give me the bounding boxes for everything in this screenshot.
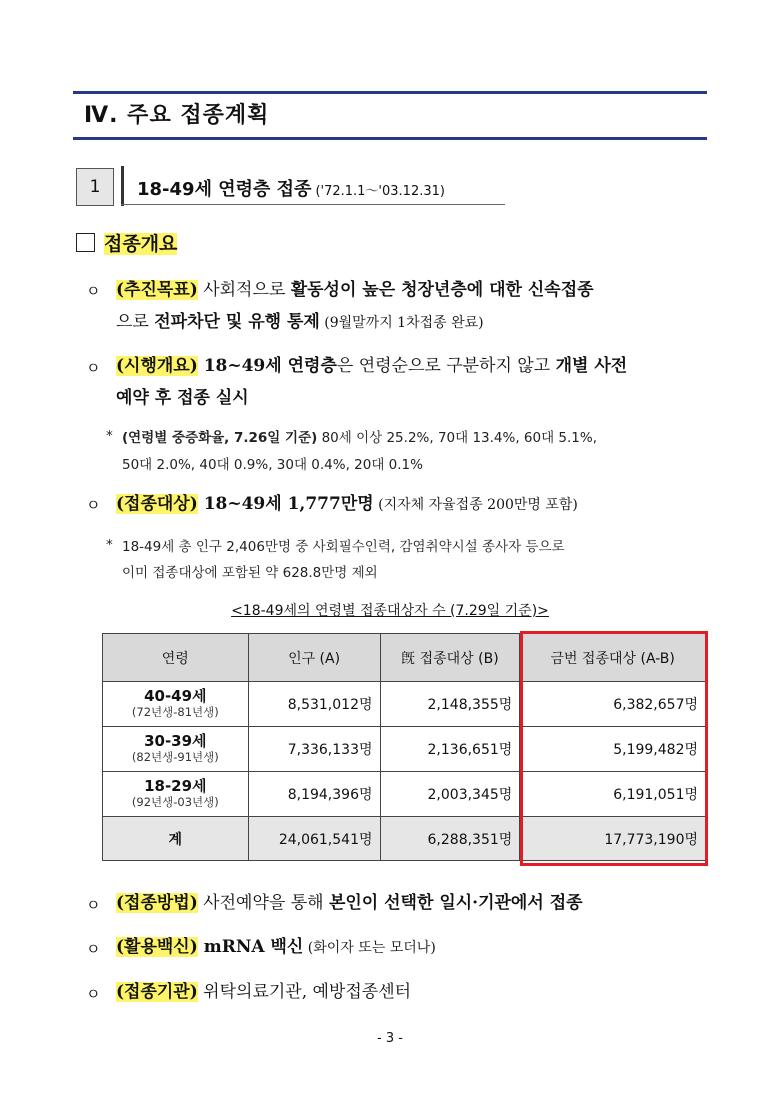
target-text-2c: (9월말까지 1차접종 완료): [319, 315, 484, 331]
birth-range: (92년생-03년생): [131, 795, 219, 809]
current-target-emphasis-box: [520, 631, 708, 866]
subjects-line: [116, 489, 578, 514]
subjects-label: (접종대상): [116, 494, 198, 514]
method-text-b: 본인이 선택한 일시·기관에서 접종: [328, 893, 583, 913]
age-cell: [103, 772, 249, 817]
severity-note-line-2: 50대 2.0%, 40대 0.9%, 30대 0.4%, 20대 0.1%: [122, 457, 423, 473]
page-number: - 3 -: [377, 1031, 403, 1046]
target-text-2b: 전파차단 및 유행 통제: [154, 312, 320, 332]
current-target-cell: 6,191,051명: [520, 772, 706, 817]
note-marker: *: [106, 537, 113, 553]
section-top-rule: [73, 91, 707, 94]
subjects-note-line-2: 이미 접종대상에 포함된 약 628.8만명 제외: [122, 565, 378, 581]
overview-heading-text: 접종개요: [104, 233, 178, 255]
section-bottom-rule: [73, 137, 707, 140]
site-label: (접종기관): [116, 982, 198, 1002]
overview-heading: [104, 229, 177, 256]
bullet-icon: ㅇ: [86, 985, 101, 1003]
age-group: 18-29세: [144, 777, 207, 795]
method-line: [116, 888, 583, 913]
target-text-1b: 활동성이 높은 청장년층에 대한 신속접종: [290, 280, 594, 300]
age-cell: [103, 727, 249, 772]
bullet-icon: ㅇ: [86, 282, 101, 300]
severity-note-label: (연령별 중증화율, 7.26일 기준): [122, 430, 318, 446]
method-text-a: 사전예약을 통해: [197, 893, 329, 913]
square-bullet-icon: [76, 233, 95, 252]
subsection-number: 1: [76, 168, 114, 206]
target-line-2: [116, 307, 484, 332]
total-population: 24,061,541명: [248, 817, 380, 861]
age-group: 40-49세: [144, 687, 207, 705]
site-line: [116, 977, 411, 1002]
vaccine-line: [116, 932, 436, 957]
subsection-title-text: 18-49세 연령층 접종: [137, 179, 312, 200]
target-text-2a: 으로: [116, 312, 155, 332]
bullet-icon: ㅇ: [86, 496, 101, 514]
table-caption: [0, 600, 780, 620]
current-target-cell: 5,199,482명: [520, 727, 706, 772]
overview-text-1c: 개별 사전: [555, 356, 628, 376]
severity-note-line-1: [122, 426, 597, 446]
header-current-target: 금번 접종대상 (A-B): [520, 634, 706, 682]
subsection-date-range: ('72.1.1～'03.12.31): [315, 184, 445, 199]
header-population: 인구 (A): [248, 634, 380, 682]
subsection-underline: [121, 204, 505, 205]
severity-note-text-1: 80세 이상 25.2%, 70대 13.4%, 60대 5.1%,: [317, 430, 598, 446]
site-text-a: 위탁의료기관, 예방접종센터: [197, 982, 412, 1002]
population-cell: 7,336,133명: [248, 727, 380, 772]
bullet-icon: ㅇ: [86, 359, 101, 377]
prior-target-cell: 2,136,651명: [380, 727, 520, 772]
prior-target-cell: 2,003,345명: [380, 772, 520, 817]
total-prior-target: 6,288,351명: [380, 817, 520, 861]
subsection-title: [137, 175, 445, 201]
bullet-icon: ㅇ: [86, 896, 101, 914]
target-label: (추진목표): [116, 280, 198, 300]
total-current-target: 17,773,190명: [520, 817, 706, 861]
note-marker: *: [106, 428, 113, 444]
target-line-1: [116, 275, 594, 300]
overview-line-1: [116, 351, 627, 376]
section-title: Ⅳ. 주요 접종계획: [84, 103, 270, 128]
overview-label: (시행개요): [116, 356, 198, 376]
birth-range: (82년생-91년생): [131, 750, 219, 764]
vaccine-text-c: (화이자 또는 모더나): [303, 940, 436, 956]
method-label: (접종방법): [116, 893, 198, 913]
table-caption-text: <18-49세의 연령별 접종대상자 수 (7.29일 기준)>: [231, 603, 549, 619]
population-cell: 8,194,396명: [248, 772, 380, 817]
subjects-text-b: 18~49세 1,777만명: [197, 494, 374, 514]
total-label: 계: [103, 817, 249, 861]
subsection-divider: [121, 166, 124, 206]
prior-target-cell: 2,148,355명: [380, 682, 520, 727]
bullet-icon: ㅇ: [86, 940, 101, 958]
vaccine-text-b: mRNA 백신: [197, 937, 304, 957]
subjects-text-c: (지자체 자율접종 200만명 포함): [373, 497, 578, 513]
header-prior-target: 旣 접종대상 (B): [380, 634, 520, 682]
overview-line-2: 예약 후 접종 실시: [116, 388, 249, 408]
target-text-1a: 사회적으로: [197, 280, 291, 300]
age-group: 30-39세: [144, 732, 207, 750]
birth-range: (72년생-81년생): [131, 705, 219, 719]
overview-text-1b: 은 연령순으로 구분하지 않고: [336, 356, 556, 376]
population-cell: 8,531,012명: [248, 682, 380, 727]
header-age: 연령: [103, 634, 249, 682]
age-cell: [103, 682, 249, 727]
subjects-note-line-1: 18-49세 총 인구 2,406만명 중 사회필수인력, 감염취약시설 종사자 등으로: [122, 539, 565, 555]
current-target-cell: 6,382,657명: [520, 682, 706, 727]
vaccine-label: (활용백신): [116, 937, 198, 957]
overview-text-1a: 18~49세 연령층: [197, 356, 337, 376]
